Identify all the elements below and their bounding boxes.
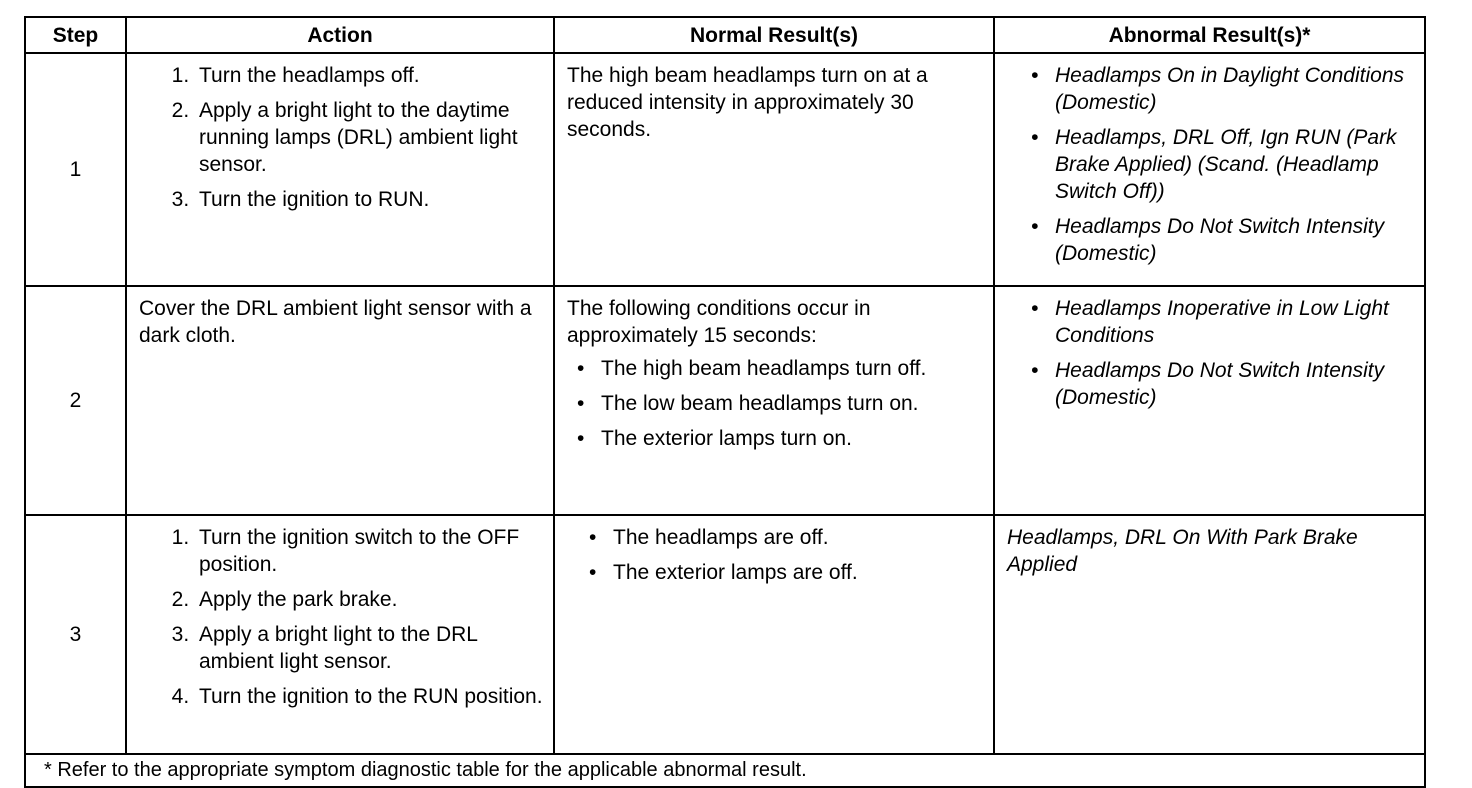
normal-result-intro: The following conditions occur in approximately 15 seconds:: [567, 297, 871, 347]
header-row: [25, 17, 1425, 53]
normal-result-item: • The high beam headlamps turn off.: [601, 355, 983, 382]
table-row: [25, 286, 1425, 515]
normal-result-cell: [554, 53, 994, 286]
action-cell: [126, 286, 554, 515]
abnormal-result-cell: [994, 53, 1425, 286]
action-step: 1. Turn the headlamps off.: [195, 62, 543, 89]
header-abnormal-results: Abnormal Result(s)*: [994, 17, 1425, 53]
abnormal-result-cell: [994, 515, 1425, 754]
abnormal-result-item: • Headlamps, DRL Off, Ign RUN (Park Brake Applied) (Scand. (Headlamp Switch Off)): [1055, 124, 1414, 205]
table-row: [25, 515, 1425, 754]
step-number: 3: [25, 515, 126, 754]
header-action: Action: [126, 17, 554, 53]
normal-result-item: • The headlamps are off.: [613, 524, 983, 551]
table-row: [25, 53, 1425, 286]
action-steps-list: [139, 62, 543, 213]
action-cell: [126, 53, 554, 286]
footnote: * Refer to the appropriate symptom diagnostic table for the applicable abnormal result.: [25, 754, 1425, 787]
normal-results-list: [567, 524, 983, 586]
action-steps-list: [139, 524, 543, 710]
abnormal-result-item: • Headlamps Inoperative in Low Light Conditions: [1055, 295, 1414, 349]
diagnostic-table: [24, 16, 1426, 788]
normal-result-item: • The low beam headlamps turn on.: [601, 390, 983, 417]
step-number: 2: [25, 286, 126, 515]
abnormal-result-cell: [994, 286, 1425, 515]
action-step: 2. Apply a bright light to the daytime running lamps (DRL) ambient light sensor.: [195, 97, 543, 178]
normal-result-item: • The exterior lamps turn on.: [601, 425, 983, 452]
action-step: 1. Turn the ignition switch to the OFF position.: [195, 524, 543, 578]
normal-result-text: The high beam headlamps turn on at a reduced intensity in approximately 30 seconds.: [567, 64, 928, 141]
normal-result-cell: [554, 515, 994, 754]
abnormal-result-item: • Headlamps Do Not Switch Intensity (Domestic): [1055, 213, 1414, 267]
abnormal-results-list: [1007, 62, 1414, 267]
action-text: Cover the DRL ambient light sensor with a dark cloth.: [139, 297, 532, 347]
normal-results-list: [567, 355, 983, 452]
header-step: Step: [25, 17, 126, 53]
action-step: 3. Turn the ignition to RUN.: [195, 186, 543, 213]
action-step: 2. Apply the park brake.: [195, 586, 543, 613]
action-step: 4. Turn the ignition to the RUN position.: [195, 683, 543, 710]
footnote-row: [25, 754, 1425, 787]
abnormal-result-item: • Headlamps On in Daylight Conditions (Domestic): [1055, 62, 1414, 116]
abnormal-results-list: [1007, 295, 1414, 411]
header-normal-results: Normal Result(s): [554, 17, 994, 53]
abnormal-result-text: Headlamps, DRL On With Park Brake Applied: [1007, 526, 1358, 576]
abnormal-result-item: • Headlamps Do Not Switch Intensity (Domestic): [1055, 357, 1414, 411]
normal-result-item: • The exterior lamps are off.: [613, 559, 983, 586]
normal-result-cell: [554, 286, 994, 515]
step-number: 1: [25, 53, 126, 286]
action-cell: [126, 515, 554, 754]
action-step: 3. Apply a bright light to the DRL ambient light sensor.: [195, 621, 543, 675]
